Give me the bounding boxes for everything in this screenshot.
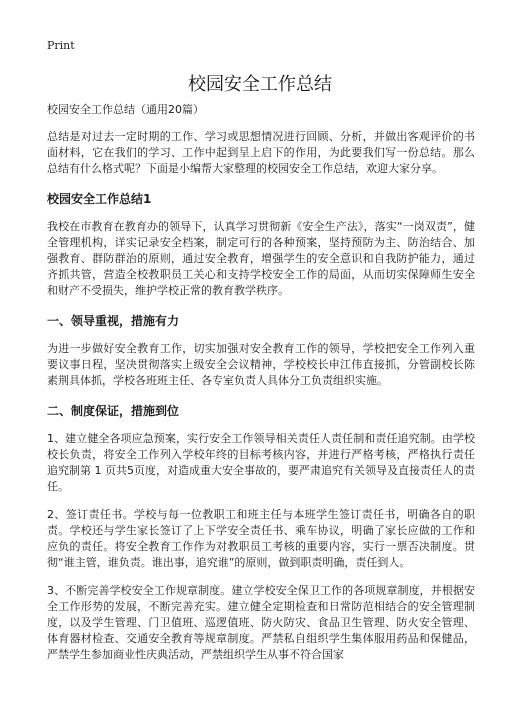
leadership-paragraph: 为进一步做好安全教育工作，切实加强对安全教育工作的领导，学校把安全工作列入重要议事日程，坚决贯彻落实上级安全会议精神，学校校长申江伟直接抓，分管副校长陈素荆具体抓，学校各班班主任、各专室负责人具体分工负责组织实施。 <box>47 342 475 387</box>
section-paragraph: 我校在市教育在教育办的领导下，认真学习贯彻新《安全生产法》，落实“一岗双责”，健全管理机构，详实记录安全档案，制定可行的各种预案，坚持预防为主、防治结合、加强教育、群防群治的原则，通过安全教育，增强学生的安全意识和自我防护能力，通过齐抓共管，营造全校教职员工关心和支持学校安全工作的局面，从而切实保障师生安全和财产不受损失，维护学校正常的教育教学秩序。 <box>47 220 475 297</box>
heading-system: 二、制度保证，措施到位 <box>47 404 180 418</box>
list-item: 1、建立健全各项应急预案，实行安全工作领导相关责任人责任制和责任追究制。由学校校长负责，将安全工作列入学校年终的目标考核内容，并进行严格考核，严格执行责任追究制第 1 页共5页度，对造成重大安全事故的，要严肃追究有关领导及直接责任人的责任。 <box>47 432 475 493</box>
list-item: 3、不断完善学校安全工作规章制度。建立学校安全保卫工作的各项规章制度，并根据安全工作形势的发展，不断完善充实。建立健全定期检查和日常防范相结合的安全管理制度，以及学生管理、门卫值班、巡逻值班、防火防灾、食品卫生管理、防火安全管理、体育器材检查、交通安全教育等规章制度。严禁私自组织学生集体服用药品和保健品，严禁学生参加商业性庆典活动，严禁组织学生从事不符合国家 <box>47 584 475 661</box>
document-subtitle: 校园安全工作总结（通用20篇） <box>47 103 204 116</box>
list-item: 2、签订责任书。学校与每一位教职工和班主任与本班学生签订责任书，明确各自的职责。学校还与学生家长签订了上下学安全责任书、乘车协议，明确了家长应做的工作和应负的责任。将安全教育工作作为对教职员工考核的重要内容，实行一票否决制度。贯彻“谁主管，谁负责。谁出事，追究谁”的原则，做到职责明确，责任到人。 <box>47 508 475 569</box>
print-label: Print <box>47 39 75 52</box>
document-title: 校园安全工作总结 <box>188 74 332 95</box>
heading-leadership: 一、领导重视，措施有力 <box>47 314 180 328</box>
intro-paragraph: 总结是对过去一定时期的工作、学习或思想情况进行回顾、分析，并做出客观评价的书面材料，它在我们的学习、工作中起到呈上启下的作用，为此要我们写一份总结。那么总结有什么格式呢？下面是小编帮大家整理的校园安全工作总结，欢迎大家分享。 <box>47 130 475 175</box>
document-body <box>47 102 475 663</box>
section-title: 校园安全工作总结1 <box>47 192 152 206</box>
